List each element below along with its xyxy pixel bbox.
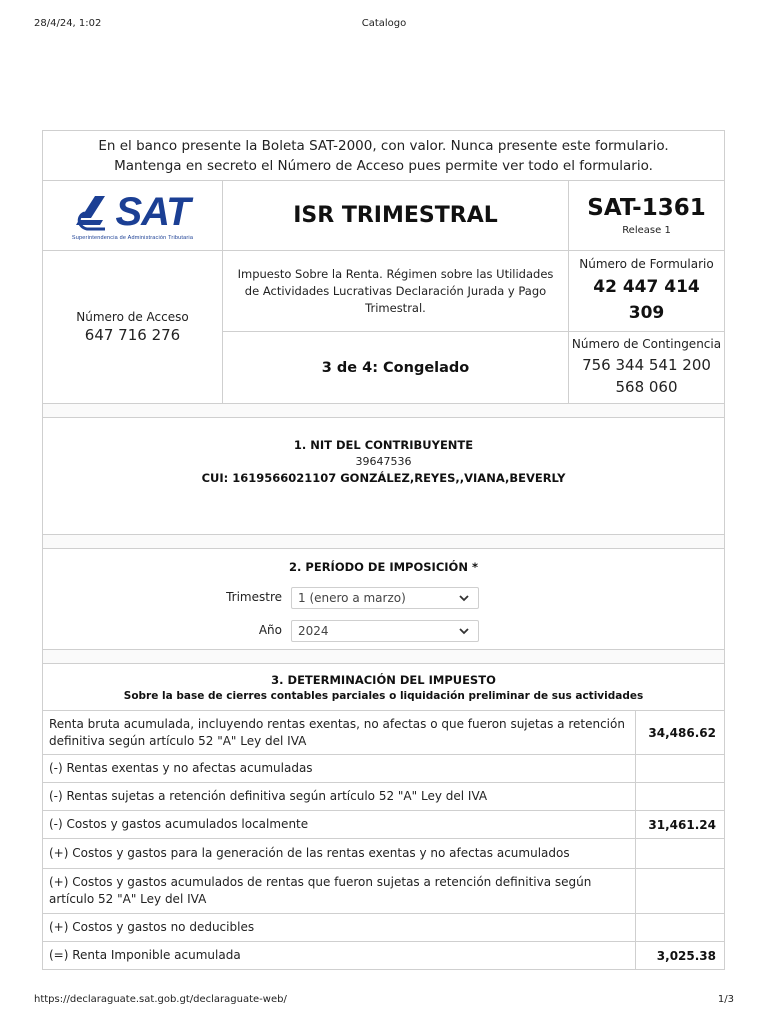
- row-label: Renta bruta acumulada, incluyendo rentas exentas, no afectas o que fueron sujetas a retención definitiva según artículo 52 "A" Ley del IVA: [42, 710, 636, 755]
- section-period: [42, 548, 725, 650]
- form-description-box: [222, 250, 569, 332]
- row-value[interactable]: [635, 838, 725, 869]
- form-title-box: [222, 180, 569, 251]
- table-row: [42, 868, 725, 914]
- notice-line-2: Mantenga en secreto el Número de Acceso pues permite ver todo el formulario.: [114, 157, 653, 174]
- section-period-title: 2. PERÍODO DE IMPOSICIÓN *: [289, 560, 478, 574]
- row-label: (=) Renta Imponible acumulada: [42, 941, 636, 970]
- row-value[interactable]: 31,461.24: [635, 810, 725, 839]
- table-row: [42, 754, 725, 783]
- print-date: 28/4/24, 1:02: [34, 18, 102, 29]
- section-nit-title: 1. NIT DEL CONTRIBUYENTE: [293, 438, 474, 452]
- table-row: [42, 941, 725, 970]
- form-state-box: [222, 331, 569, 404]
- sat-logo: [42, 180, 223, 251]
- row-value[interactable]: 34,486.62: [635, 710, 725, 755]
- row-label: (-) Rentas exentas y no afectas acumuladas: [42, 754, 636, 783]
- year-select[interactable]: [291, 620, 479, 642]
- section-tax-subtitle: Sobre la base de cierres contables parciales o liquidación preliminar de sus actividades: [123, 689, 644, 702]
- logo-text: SAT: [115, 190, 190, 234]
- year-label: Año: [258, 623, 282, 637]
- sat-logo-icon: [75, 193, 115, 233]
- table-row: [42, 810, 725, 839]
- form-description: Impuesto Sobre la Renta. Régimen sobre las Utilidades de Actividades Lucrativas Declaración Jurada y Pago Trimestral.: [237, 266, 554, 315]
- release-label: Release 1: [622, 225, 671, 236]
- row-value[interactable]: [635, 868, 725, 914]
- table-row: [42, 838, 725, 869]
- print-footer: [34, 994, 734, 1008]
- table-row: [42, 913, 725, 942]
- logo-subtitle: Superintendencia de Administración Tributaria: [71, 235, 194, 241]
- quarter-select[interactable]: [291, 587, 479, 609]
- chevron-down-icon: [457, 624, 471, 638]
- section-tax-title: 3. DETERMINACIÓN DEL IMPUESTO: [271, 672, 496, 687]
- form-state: 3 de 4: Congelado: [321, 359, 470, 376]
- row-value[interactable]: [635, 754, 725, 783]
- form-number-line-2: 309: [628, 302, 665, 323]
- row-value[interactable]: [635, 782, 725, 811]
- print-header: [34, 18, 734, 32]
- access-number-value: 647 716 276: [84, 326, 181, 344]
- section-nit: [42, 417, 725, 535]
- section-spacer: [42, 649, 725, 664]
- form-code: SAT-1361: [587, 195, 706, 221]
- print-page-number: 1/3: [717, 994, 734, 1005]
- row-label: (+) Costos y gastos acumulados de rentas que fueron sujetas a retención definitiva según artículo 52 "A" Ley del IVA: [42, 868, 636, 914]
- form-number-box: [568, 250, 725, 332]
- year-select-value: 2024: [298, 624, 329, 638]
- contingency-number-box: [568, 331, 725, 404]
- form-number-line-1: 42 447 414: [593, 276, 700, 297]
- row-label: (-) Costos y gastos acumulados localmente: [42, 810, 636, 839]
- contingency-number-line-1: 756 344 541 200: [582, 356, 711, 374]
- quarter-select-value: 1 (enero a marzo): [298, 591, 406, 605]
- row-label: (+) Costos y gastos no deducibles: [42, 913, 636, 942]
- table-row: [42, 782, 725, 811]
- form-code-box: [568, 180, 725, 251]
- quarter-label: Trimestre: [226, 590, 282, 604]
- contingency-number-line-2: 568 060: [615, 378, 678, 396]
- section-spacer: [42, 403, 725, 418]
- row-value[interactable]: 3,025.38: [635, 941, 725, 970]
- cui-value: CUI: 1619566021107 GONZÁLEZ,REYES,,VIANA,BEVERLY: [201, 471, 566, 485]
- print-url: https://declaraguate.sat.gob.gt/declaraguate-web/: [34, 994, 287, 1005]
- nit-value: 39647536: [355, 455, 412, 468]
- access-number-box: [42, 250, 223, 404]
- form-title: ISR TRIMESTRAL: [293, 203, 498, 228]
- table-row: [42, 710, 725, 755]
- form-number-label: Número de Formulario: [579, 256, 714, 271]
- contingency-number-label: Número de Contingencia: [571, 337, 722, 351]
- row-value[interactable]: [635, 913, 725, 942]
- print-title: Catalogo: [361, 18, 407, 29]
- row-label: (-) Rentas sujetas a retención definitiva según artículo 52 "A" Ley del IVA: [42, 782, 636, 811]
- access-number-label: Número de Acceso: [76, 310, 189, 324]
- section-spacer: [42, 534, 725, 549]
- row-label: (+) Costos y gastos para la generación de las rentas exentas y no afectas acumulados: [42, 838, 636, 869]
- notice-banner: [42, 130, 725, 181]
- notice-line-1: En el banco presente la Boleta SAT-2000, con valor. Nunca presente este formulario.: [98, 137, 669, 154]
- section-tax-header: [42, 663, 725, 711]
- chevron-down-icon: [457, 591, 471, 605]
